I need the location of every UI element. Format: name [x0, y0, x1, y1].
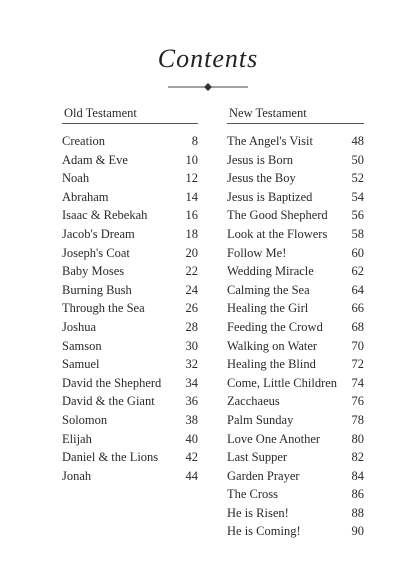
entry-page-number: 28 [185, 319, 198, 334]
entry-title: Adam & Eve [62, 152, 128, 167]
entry-page-number: 30 [185, 338, 198, 353]
toc-entry [227, 132, 364, 151]
entry-title: Jesus is Born [227, 152, 293, 167]
entry-title: He is Coming! [227, 524, 301, 539]
toc-entry [62, 318, 198, 337]
toc-entry [62, 467, 198, 486]
entry-page-number: 40 [185, 431, 198, 446]
entry-title: Garden Prayer [227, 468, 300, 483]
entry-page-number: 70 [351, 338, 364, 353]
entry-title: Follow Me! [227, 245, 287, 260]
toc-entry [227, 188, 364, 207]
entry-title: Zacchaeus [227, 394, 280, 409]
title-ornament [168, 83, 248, 91]
entry-title: Wedding Miracle [227, 264, 314, 279]
entry-title: Joseph's Coat [62, 245, 130, 260]
toc-entry [62, 225, 198, 244]
entry-page-number: 80 [351, 431, 364, 446]
toc-entry [62, 262, 198, 281]
entry-page-number: 64 [351, 282, 364, 297]
entry-page-number: 54 [351, 189, 364, 204]
toc-entry [62, 411, 198, 430]
old-testament-column [62, 104, 198, 485]
entry-title: Daniel & the Lions [62, 450, 159, 465]
entry-page-number: 56 [351, 208, 364, 223]
toc-entry [227, 169, 364, 188]
entry-title: Samson [62, 338, 102, 353]
toc-entry [62, 281, 198, 300]
entry-title: Healing the Blind [227, 357, 316, 372]
entry-title: Isaac & Rebekah [62, 208, 148, 223]
entry-page-number: 78 [351, 412, 364, 427]
entry-page-number: 86 [351, 487, 364, 502]
entry-page-number: 76 [351, 394, 364, 409]
entry-page-number: 90 [351, 524, 364, 539]
entry-title: Noah [62, 171, 90, 186]
entry-title: Jesus is Baptized [227, 189, 313, 204]
entry-page-number: 14 [185, 189, 198, 204]
entry-page-number: 88 [351, 505, 364, 520]
entry-page-number: 10 [185, 152, 198, 167]
toc-entry [62, 392, 198, 411]
entry-title: Come, Little Children [227, 375, 338, 390]
entry-page-number: 44 [185, 468, 198, 483]
entry-page-number: 50 [351, 152, 364, 167]
entry-title: Joshua [62, 319, 97, 334]
toc-entry [227, 374, 364, 393]
toc-entry [227, 430, 364, 449]
toc-entry [227, 355, 364, 374]
entry-page-number: 62 [351, 264, 364, 279]
toc-entry [62, 299, 198, 318]
toc-entry [227, 467, 364, 486]
entry-page-number: 66 [351, 301, 364, 316]
entry-title: Abraham [62, 189, 109, 204]
toc-entry [227, 504, 364, 523]
new-testament-column [227, 104, 364, 541]
toc-entry [62, 132, 198, 151]
entry-title: Samuel [62, 357, 100, 372]
entry-page-number: 68 [351, 319, 364, 334]
entry-title: Through the Sea [62, 301, 145, 316]
toc-entry [227, 337, 364, 356]
entry-title: Look at the Flowers [227, 226, 328, 241]
entry-title: Feeding the Crowd [227, 319, 323, 334]
entry-title: Burning Bush [62, 282, 132, 297]
toc-entry [227, 225, 364, 244]
page-title: Contents [157, 44, 259, 73]
entry-page-number: 52 [351, 171, 364, 186]
toc-entry [62, 355, 198, 374]
entry-page-number: 24 [185, 282, 198, 297]
entry-page-number: 58 [351, 226, 364, 241]
entry-page-number: 12 [185, 171, 198, 186]
entry-page-number: 72 [351, 357, 364, 372]
entry-title: Solomon [62, 412, 108, 427]
entry-page-number: 48 [351, 134, 364, 148]
entry-title: Last Supper [227, 450, 288, 465]
new-testament-list [227, 132, 364, 541]
entry-page-number: 42 [185, 450, 198, 465]
entry-title: Walking on Water [227, 338, 318, 353]
entry-page-number: 8 [191, 134, 198, 148]
toc-entry [62, 374, 198, 393]
old-testament-list [62, 132, 198, 485]
entry-title: Jesus the Boy [227, 171, 296, 186]
entry-title: Elijah [62, 431, 92, 446]
toc-entry [62, 151, 198, 170]
toc-entry [227, 244, 364, 263]
entry-title: He is Risen! [227, 505, 289, 520]
entry-title: Jonah [62, 468, 92, 483]
toc-entry [227, 485, 364, 504]
entry-page-number: 20 [185, 245, 198, 260]
toc-entry [62, 244, 198, 263]
entry-page-number: 82 [351, 450, 364, 465]
entry-page-number: 60 [351, 245, 364, 260]
entry-title: Healing the Girl [227, 301, 309, 316]
entry-page-number: 84 [351, 468, 364, 483]
toc-entry [227, 411, 364, 430]
toc-entry [62, 169, 198, 188]
toc-entry [62, 206, 198, 225]
entry-title: The Good Shepherd [227, 208, 328, 223]
entry-title: Creation [62, 134, 106, 148]
toc-entry [62, 337, 198, 356]
entry-page-number: 36 [185, 394, 198, 409]
toc-entry [227, 206, 364, 225]
entry-title: David & the Giant [62, 394, 155, 409]
entry-page-number: 32 [185, 357, 198, 372]
entry-page-number: 38 [185, 412, 198, 427]
old-testament-heading: Old Testament [62, 104, 198, 124]
entry-title: The Cross [227, 487, 279, 502]
entry-page-number: 34 [185, 375, 198, 390]
entry-title: The Angel's Visit [227, 134, 313, 148]
entry-title: David the Shepherd [62, 375, 162, 390]
toc-entry [227, 392, 364, 411]
toc-entry [62, 448, 198, 467]
toc-entry [227, 522, 364, 541]
entry-page-number: 74 [351, 375, 364, 390]
toc-entry [227, 318, 364, 337]
entry-title: Palm Sunday [227, 412, 294, 427]
entry-title: Baby Moses [62, 264, 125, 279]
entry-title: Calming the Sea [227, 282, 310, 297]
entry-title: Jacob's Dream [62, 226, 135, 241]
entry-page-number: 22 [185, 264, 198, 279]
toc-entry [227, 299, 364, 318]
entry-page-number: 18 [185, 226, 198, 241]
new-testament-heading: New Testament [227, 104, 364, 124]
toc-entry [62, 188, 198, 207]
toc-entry [227, 262, 364, 281]
entry-page-number: 16 [185, 208, 198, 223]
entry-title: Love One Another [227, 431, 321, 446]
toc-entry [227, 448, 364, 467]
toc-entry [62, 430, 198, 449]
toc-entry [227, 151, 364, 170]
entry-page-number: 26 [185, 301, 198, 316]
toc-entry [227, 281, 364, 300]
